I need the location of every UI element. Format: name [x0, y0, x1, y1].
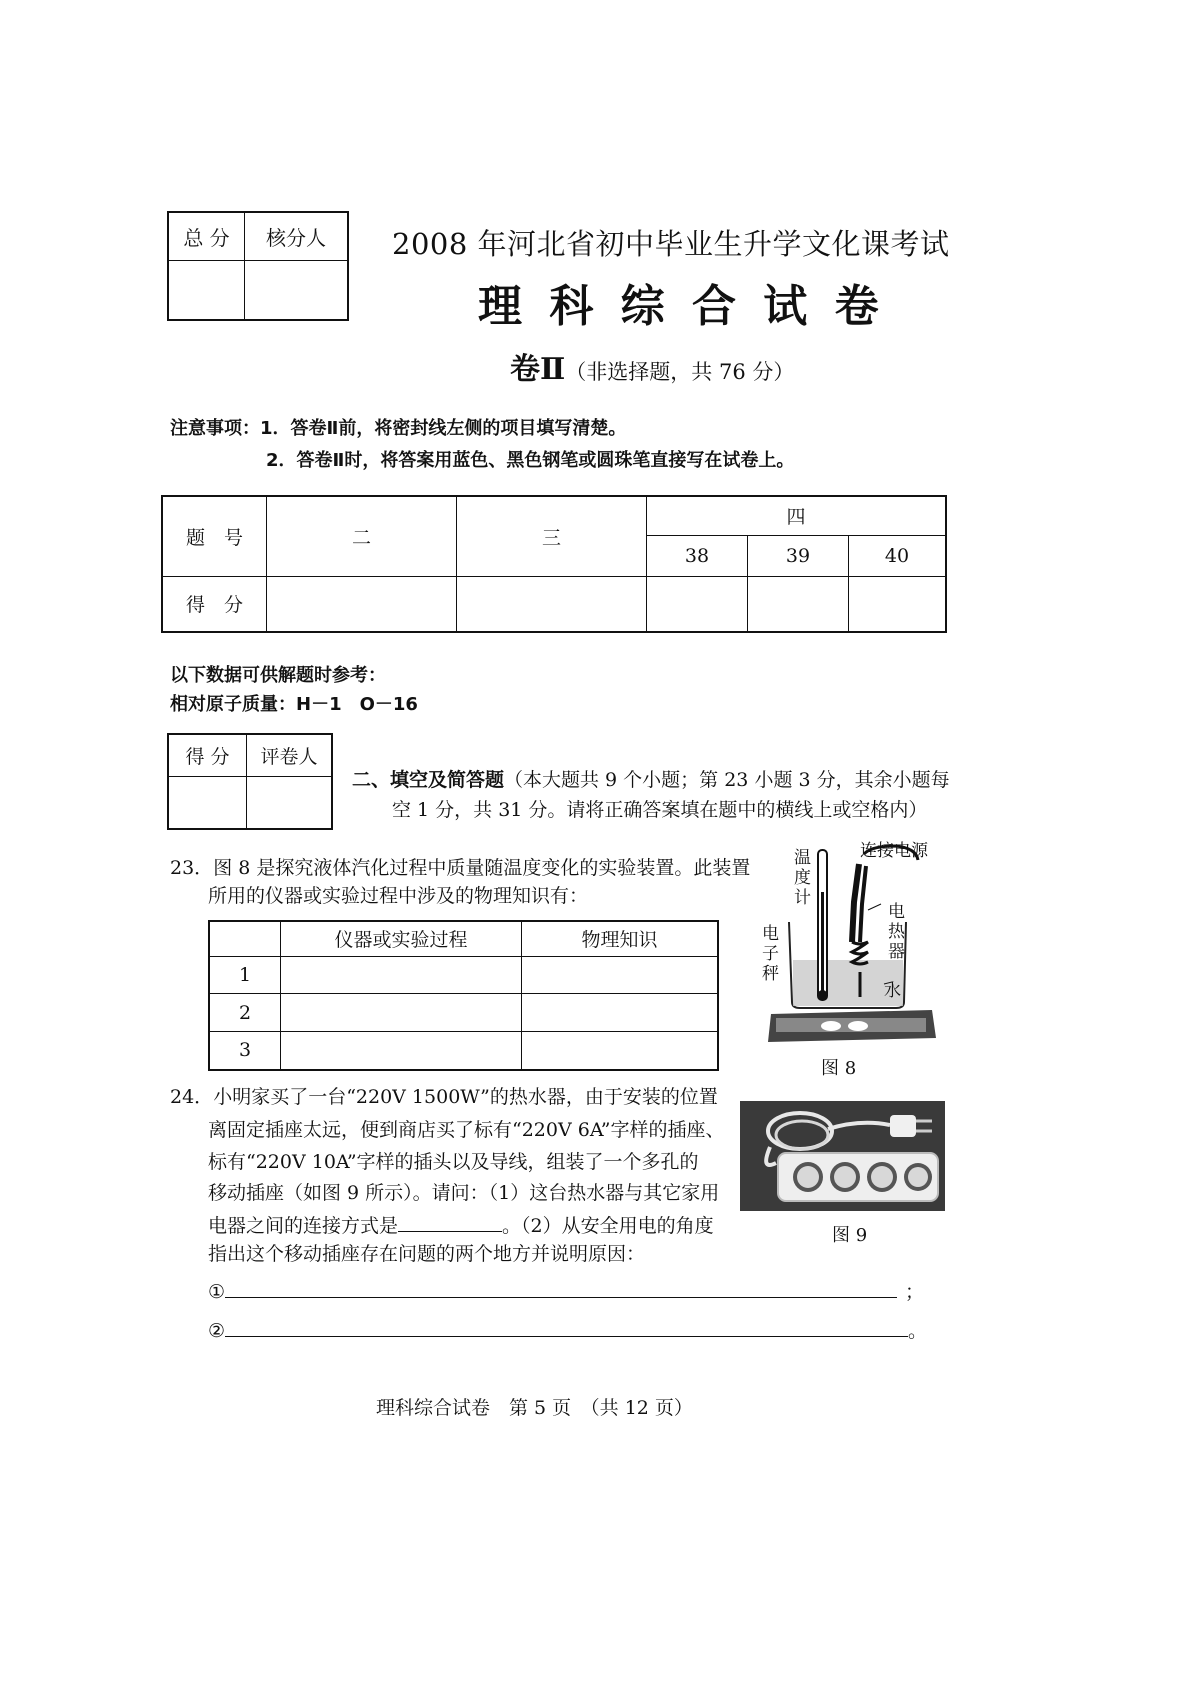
score-cell-40[interactable]	[849, 576, 947, 632]
section2-title: 二、填空及简答题	[352, 769, 505, 791]
reference-line-1: 以下数据可供解题时参考：	[170, 665, 386, 686]
q24-text-5a: 电器之间的连接方式是	[208, 1215, 399, 1237]
page-footer: 理科综合试卷 第 5 页 （共 12 页）	[376, 1397, 693, 1419]
grader-box	[167, 733, 333, 830]
checker-cell[interactable]	[245, 260, 349, 320]
figure-8-drawing	[756, 832, 946, 1047]
notes-line-1	[170, 414, 626, 440]
q23-instrument-cell-1[interactable]	[281, 956, 522, 994]
q23-text-2: 所用的仪器或实验过程中涉及的物理知识有：	[208, 885, 589, 907]
score-cell-38[interactable]	[647, 576, 748, 632]
score-table	[161, 495, 947, 633]
q24-answer1-end: ；	[905, 1281, 925, 1303]
q24-answer2-end: 。	[908, 1320, 928, 1342]
q23-header-knowledge: 物理知识	[522, 921, 719, 956]
q24-answer-line-2	[208, 1314, 927, 1343]
figure-8-label-power: 连接电源	[860, 841, 928, 861]
grader-name-header: 评卷人	[247, 734, 333, 776]
q24-answer2-label: ②	[208, 1320, 226, 1342]
grader-name-cell[interactable]	[247, 776, 333, 829]
q23-text-1: 图 8 是探究液体汽化过程中质量随温度变化的实验装置。此装置	[213, 857, 751, 879]
q23-table-corner	[209, 921, 281, 956]
q23-knowledge-cell-2[interactable]	[522, 994, 719, 1032]
q24-answer1-label: ①	[208, 1281, 226, 1303]
note-item-2: 2．答卷Ⅱ时，将答案用蓝色、黑色钢笔或圆珠笔直接写在试卷上。	[266, 450, 795, 471]
figure-8-label-water: 水	[884, 981, 901, 1001]
q23-instrument-cell-3[interactable]	[281, 1031, 522, 1070]
q24-number: 24．	[170, 1086, 214, 1108]
figure-8-label-scale: 电子秤	[762, 924, 779, 984]
notes-label: 注意事项：	[170, 418, 260, 439]
section2-heading	[352, 765, 950, 792]
q23-answer-table	[208, 920, 719, 1071]
figure-8-label-heater: 电热器	[888, 902, 905, 962]
paper-part-line	[510, 344, 794, 388]
q23-line-1	[170, 853, 750, 880]
section2-desc-2: 空 1 分，共 31 分。请将正确答案填在题中的横线上或空格内）	[392, 799, 928, 821]
q24-text-1: 小明家买了一台“220V 1500W”的热水器，由于安装的位置	[213, 1086, 718, 1108]
col-four-header: 四	[647, 496, 947, 535]
section2-desc-1: （本大题共 9 个小题；第 23 小题 3 分，其余小题每	[504, 769, 950, 791]
q23-row-number: 3	[209, 1031, 281, 1070]
score-cell-two[interactable]	[267, 576, 457, 632]
paper-subtitle: 理 科 综 合 试 卷	[478, 281, 885, 332]
paper-part-note: （非选择题，共 76 分）	[565, 360, 795, 384]
q24-line-1	[170, 1082, 718, 1109]
q24-line-5	[208, 1209, 714, 1238]
grader-score-header: 得 分	[168, 734, 247, 776]
note-item-1: 1．答卷Ⅱ前，将密封线左侧的项目填写清楚。	[260, 418, 627, 439]
sub-col-40: 40	[849, 535, 947, 576]
q24-answer1-blank[interactable]	[225, 1275, 897, 1298]
paper-part-label: 卷Ⅱ	[510, 352, 566, 387]
col-two-header: 二	[267, 496, 457, 576]
total-score-header: 总 分	[168, 212, 245, 260]
figure-9-power-strip-photo	[740, 1101, 945, 1211]
q23-knowledge-cell-1[interactable]	[522, 956, 719, 994]
q24-text-4: 移动插座（如图 9 所示）。请问：（1）这台热水器与其它家用	[208, 1182, 720, 1204]
q24-answer2-blank[interactable]	[225, 1314, 908, 1337]
sub-col-39: 39	[748, 535, 849, 576]
q23-row-number: 1	[209, 956, 281, 994]
score-cell-39[interactable]	[748, 576, 849, 632]
q24-text-6: 指出这个移动插座存在问题的两个地方并说明原因：	[208, 1243, 646, 1265]
q24-blank-connection[interactable]	[398, 1209, 502, 1232]
checker-header: 核分人	[245, 212, 349, 260]
q24-text-5b: 。（2）从安全用电的角度	[502, 1215, 714, 1237]
total-score-box	[167, 211, 349, 321]
total-score-cell[interactable]	[168, 260, 245, 320]
score-cell-three[interactable]	[457, 576, 647, 632]
figure-9-caption: 图 9	[832, 1225, 868, 1246]
score-row-header: 得 分	[162, 576, 267, 632]
figure-8-caption: 图 8	[821, 1058, 857, 1079]
figure-8	[756, 832, 946, 1080]
q23-knowledge-cell-3[interactable]	[522, 1031, 719, 1070]
q24-text-3: 标有“220V 10A”字样的插头以及导线，组装了一个多孔的	[208, 1151, 699, 1173]
figure-8-label-thermometer: 温度计	[794, 848, 811, 908]
sub-col-38: 38	[647, 535, 748, 576]
exam-title: 2008 年河北省初中毕业生升学文化课考试	[392, 227, 950, 261]
reference-line-2: 相对原子质量：H－1 O－16	[170, 694, 418, 715]
q24-text-2: 离固定插座太远，便到商店买了标有“220V 6A”字样的插座、	[208, 1119, 725, 1141]
q23-row-number: 2	[209, 994, 281, 1032]
grader-score-cell[interactable]	[168, 776, 247, 829]
col-three-header: 三	[457, 496, 647, 576]
q24-answer-line-1	[208, 1275, 924, 1304]
q23-number: 23．	[170, 857, 214, 879]
question-number-header: 题 号	[162, 496, 267, 576]
q23-header-instrument: 仪器或实验过程	[281, 921, 522, 956]
figure-9	[740, 1101, 945, 1251]
q23-instrument-cell-2[interactable]	[281, 994, 522, 1032]
